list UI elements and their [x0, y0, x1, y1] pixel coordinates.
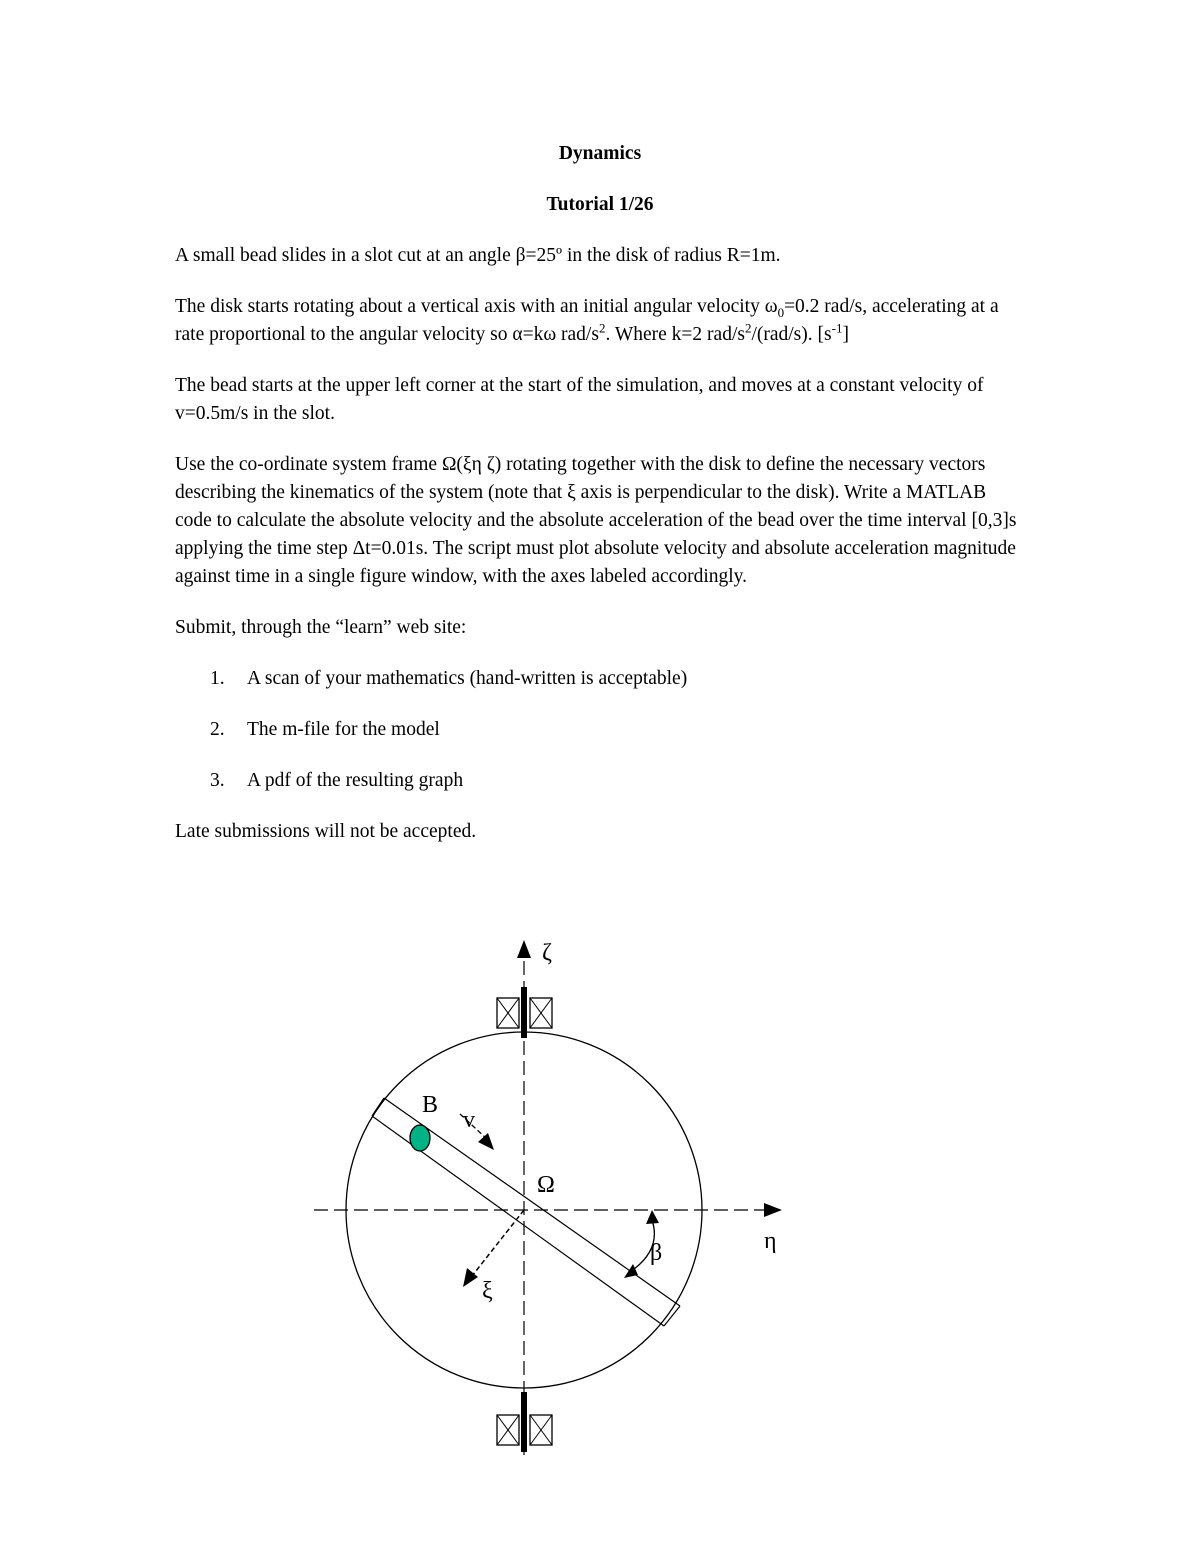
disk-diagram-svg: [300, 930, 800, 1460]
document-body: [175, 140, 1025, 869]
list-text: The m-file for the model: [247, 719, 440, 740]
list-number: 1.: [210, 668, 225, 689]
velocity-arrowhead-icon: [478, 1133, 494, 1150]
label-eta: η: [764, 1228, 777, 1254]
label-v: v: [463, 1107, 475, 1133]
bearing-bottom-left: [497, 1415, 519, 1445]
page-title: Dynamics: [558, 143, 642, 164]
paragraph-disk-rotation: [175, 293, 1025, 349]
list-item: [175, 665, 1025, 693]
list-number: 2.: [210, 719, 225, 740]
beta-arrowhead-bottom-icon: [624, 1264, 638, 1278]
xi-axis: [472, 1210, 524, 1276]
text-segment: =0.2 rad/s, accelerating at a rate proportional to the angular velocity so α=kω rad/s: [175, 296, 999, 345]
list-number: 3.: [210, 770, 225, 791]
label-beta: β: [650, 1240, 663, 1266]
text-segment: . Where k=2 rad/s: [605, 324, 745, 345]
paragraph-task: Use the co-ordinate system frame Ω(ξη ζ) rotating together with the disk to define the necessary vectors describing the kinematics of the system (note that ξ axis is perpendicular to the disk). Write a MATLAB code to calculate the absolute velocity and the absolute acceleration of the bead over the time interval [0,3]s applying the time step Δt=0.01s. The script must plot absolute velocity and absolute acceleration magnitude against time in a single figure window, with the axes labeled accordingly.: [175, 454, 1017, 587]
paragraph-submit: Submit, through the “learn” web site:: [175, 617, 467, 638]
list-text: A scan of your mathematics (hand-written is acceptable): [247, 668, 688, 689]
page-subtitle: Tutorial 1/26: [546, 194, 654, 215]
paragraph-late-policy: Late submissions will not be accepted.: [175, 821, 477, 842]
label-zeta: ζ: [542, 940, 552, 966]
list-item: [175, 767, 1025, 795]
zeta-arrow-icon: [517, 940, 531, 958]
bearing-top-right: [530, 998, 552, 1028]
disk-diagram: [300, 930, 800, 1460]
superscript: 2: [598, 320, 606, 336]
paragraph-bead-motion: The bead starts at the upper left corner at the start of the simulation, and moves at a constant velocity of v=0.5m/s in the slot.: [175, 375, 984, 424]
list-item: [175, 716, 1025, 744]
superscript: -1: [831, 320, 843, 336]
slot-cap-top: [372, 1098, 384, 1116]
bearing-bottom-right: [530, 1415, 552, 1445]
list-text: A pdf of the resulting graph: [247, 770, 464, 791]
subscript: 0: [777, 304, 785, 320]
text-segment: /(rad/s). [s: [751, 324, 832, 345]
label-xi: ξ: [482, 1278, 493, 1304]
beta-arrowhead-top-icon: [646, 1210, 659, 1224]
xi-arrow-icon: [463, 1268, 478, 1287]
submission-list: [175, 665, 1025, 795]
bead: [410, 1125, 430, 1151]
paragraph-problem-statement: A small bead slides in a slot cut at an angle β=25º in the disk of radius R=1m.: [175, 245, 781, 266]
text-segment: The disk starts rotating about a vertical axis with an initial angular velocity ω: [175, 296, 778, 317]
eta-arrow-icon: [764, 1203, 782, 1217]
label-omega: Ω: [537, 1172, 555, 1198]
bearing-top-left: [497, 998, 519, 1028]
text-segment: ]: [842, 324, 849, 345]
label-B: B: [422, 1092, 439, 1118]
superscript: 2: [744, 320, 752, 336]
